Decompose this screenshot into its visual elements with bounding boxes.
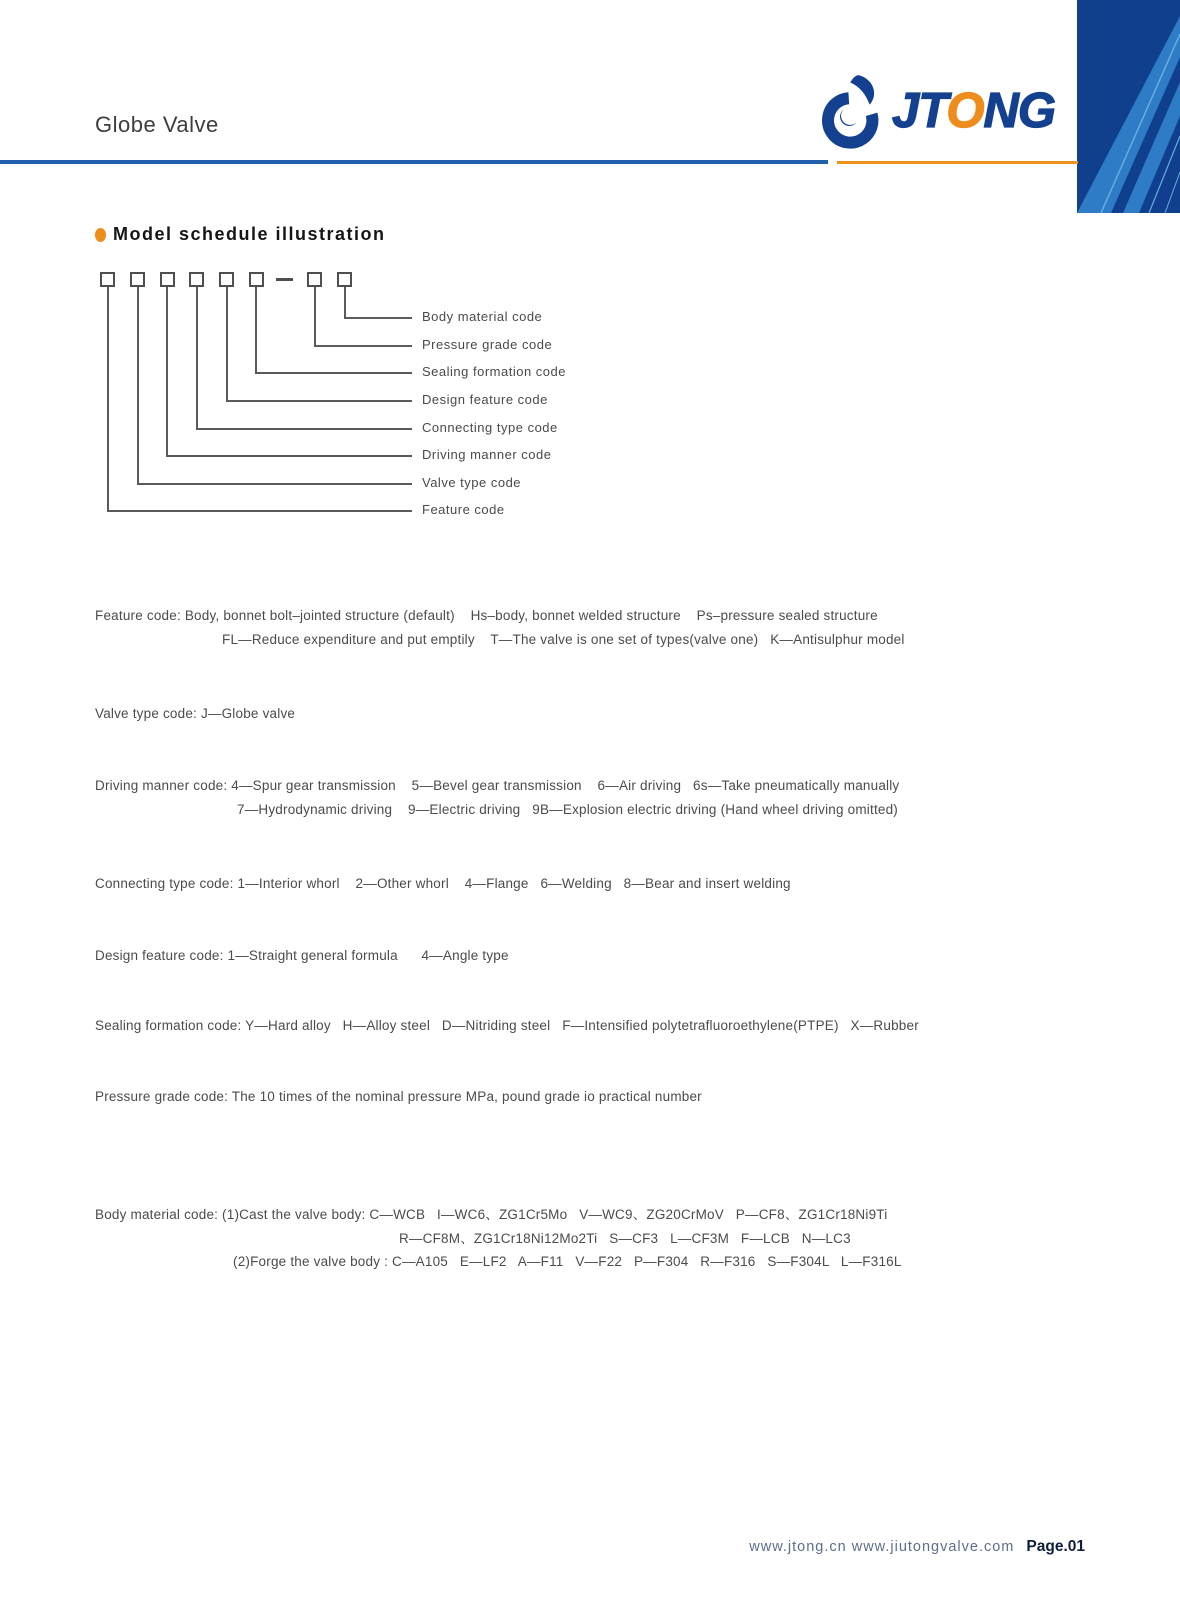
jtong-logo-icon xyxy=(816,74,890,152)
code-box-2 xyxy=(130,272,145,287)
valve-type-code-paragraph xyxy=(95,702,1115,726)
paragraph-line: R—CF8M、ZG1Cr18Ni12Mo2Ti S—CF3 L—CF3M F—LCB N—LC3 xyxy=(399,1230,851,1246)
header-rule-orange xyxy=(837,161,1078,164)
paragraph-line: Pressure grade code: The 10 times of the nominal pressure MPa, pound grade io practical number xyxy=(95,1089,702,1104)
connector-hline-design-feature xyxy=(226,400,412,402)
connector-hline-sealing-formation xyxy=(255,372,412,374)
paragraph-line: Design feature code: 1—Straight general formula 4—Angle type xyxy=(95,948,509,963)
paragraph-line: Valve type code: J—Globe valve xyxy=(95,706,296,721)
paragraph-line: (2)Forge the valve body : C—A105 E—LF2 A—F11 V—F22 P—F304 R—F316 S—F304L L—F316L xyxy=(233,1254,902,1269)
diagram-label-valve-type: Valve type code xyxy=(422,475,522,490)
connector-hline-driving-manner xyxy=(166,455,412,457)
code-box-7 xyxy=(307,272,322,287)
connector-vline-sealing-formation xyxy=(255,287,257,372)
paragraph-line: 7—Hydrodynamic driving 9—Electric driving 9B—Explosion electric driving (Hand wheel driving omitted) xyxy=(237,801,899,817)
header-rule-blue xyxy=(0,160,828,164)
diagram-label-connecting-type: Connecting type code xyxy=(422,420,558,435)
connector-hline-connecting-type xyxy=(196,428,412,430)
connector-hline-pressure-grade xyxy=(314,345,412,347)
paragraph-line: Feature code: Body, bonnet bolt–jointed structure (default) Hs–body, bonnet welded structure Ps–pressure sealed structure xyxy=(95,608,878,623)
connector-vline-driving-manner xyxy=(166,287,168,455)
section-heading-text: Model schedule illustration xyxy=(113,224,386,244)
code-box-3 xyxy=(160,272,175,287)
code-box-6 xyxy=(249,272,264,287)
page-footer xyxy=(749,1538,1085,1556)
wordmark-ng: NG xyxy=(983,84,1055,138)
paragraph-line: Sealing formation code: Y—Hard alloy H—Alloy steel D—Nitriding steel F—Intensified polytetrafluoroethylene(PTPE) X—Rubber xyxy=(95,1018,919,1033)
body-material-code-paragraph xyxy=(95,1203,1115,1274)
feature-code-paragraph xyxy=(95,604,1115,651)
code-box-4 xyxy=(189,272,204,287)
footer-urls: www.jtong.cn www.jiutongvalve.com xyxy=(749,1539,1015,1555)
wordmark-jt: JT xyxy=(892,84,947,138)
page-number: Page.01 xyxy=(1026,1538,1085,1555)
section-heading xyxy=(95,224,386,245)
code-dash xyxy=(276,278,293,281)
code-box-1 xyxy=(100,272,115,287)
sealing-formation-code-paragraph xyxy=(95,1014,1115,1038)
pressure-grade-code-paragraph xyxy=(95,1085,1115,1109)
connector-hline-body-material xyxy=(344,317,412,319)
diagram-label-design-feature: Design feature code xyxy=(422,392,548,407)
connecting-type-code-paragraph xyxy=(95,872,1115,896)
design-feature-code-paragraph xyxy=(95,944,1115,968)
connector-vline-valve-type xyxy=(137,287,139,483)
connector-vline-body-material xyxy=(344,287,346,317)
paragraph-line: Connecting type code: 1—Interior whorl 2—Other whorl 4—Flange 6—Welding 8—Bear and insert welding xyxy=(95,876,791,891)
page-title: Globe Valve xyxy=(95,112,219,137)
connector-vline-pressure-grade xyxy=(314,287,316,345)
connector-vline-feature xyxy=(107,287,109,510)
connector-hline-valve-type xyxy=(137,483,412,485)
paragraph-line: FL—Reduce expenditure and put emptily T—The valve is one set of types(valve one) K—Antisulphur model xyxy=(222,631,905,647)
code-box-8 xyxy=(337,272,352,287)
banner-stripes-icon xyxy=(1077,0,1180,213)
driving-manner-code-paragraph xyxy=(95,774,1115,821)
bullet-icon xyxy=(95,228,106,242)
diagram-label-feature: Feature code xyxy=(422,502,505,517)
brand-wordmark xyxy=(892,74,1055,148)
paragraph-line: Body material code: (1)Cast the valve body: C—WCB I—WC6、ZG1Cr5Mo V—WC9、ZG20CrMoV P—CF8、ZG1Cr18Ni9Ti xyxy=(95,1207,888,1222)
diagram-label-driving-manner: Driving manner code xyxy=(422,447,552,462)
connector-hline-feature xyxy=(107,510,412,512)
code-box-5 xyxy=(219,272,234,287)
brand-logo xyxy=(816,74,1055,152)
paragraph-line: Driving manner code: 4—Spur gear transmission 5—Bevel gear transmission 6—Air driving 6s—Take pneumatically manually xyxy=(95,778,900,793)
diagram-label-pressure-grade: Pressure grade code xyxy=(422,337,553,352)
diagram-label-sealing-formation: Sealing formation code xyxy=(422,364,566,379)
connector-vline-connecting-type xyxy=(196,287,198,428)
wordmark-o: O xyxy=(946,84,984,138)
diagram-label-body-material: Body material code xyxy=(422,309,543,324)
corner-banner xyxy=(1077,0,1180,213)
connector-vline-design-feature xyxy=(226,287,228,400)
